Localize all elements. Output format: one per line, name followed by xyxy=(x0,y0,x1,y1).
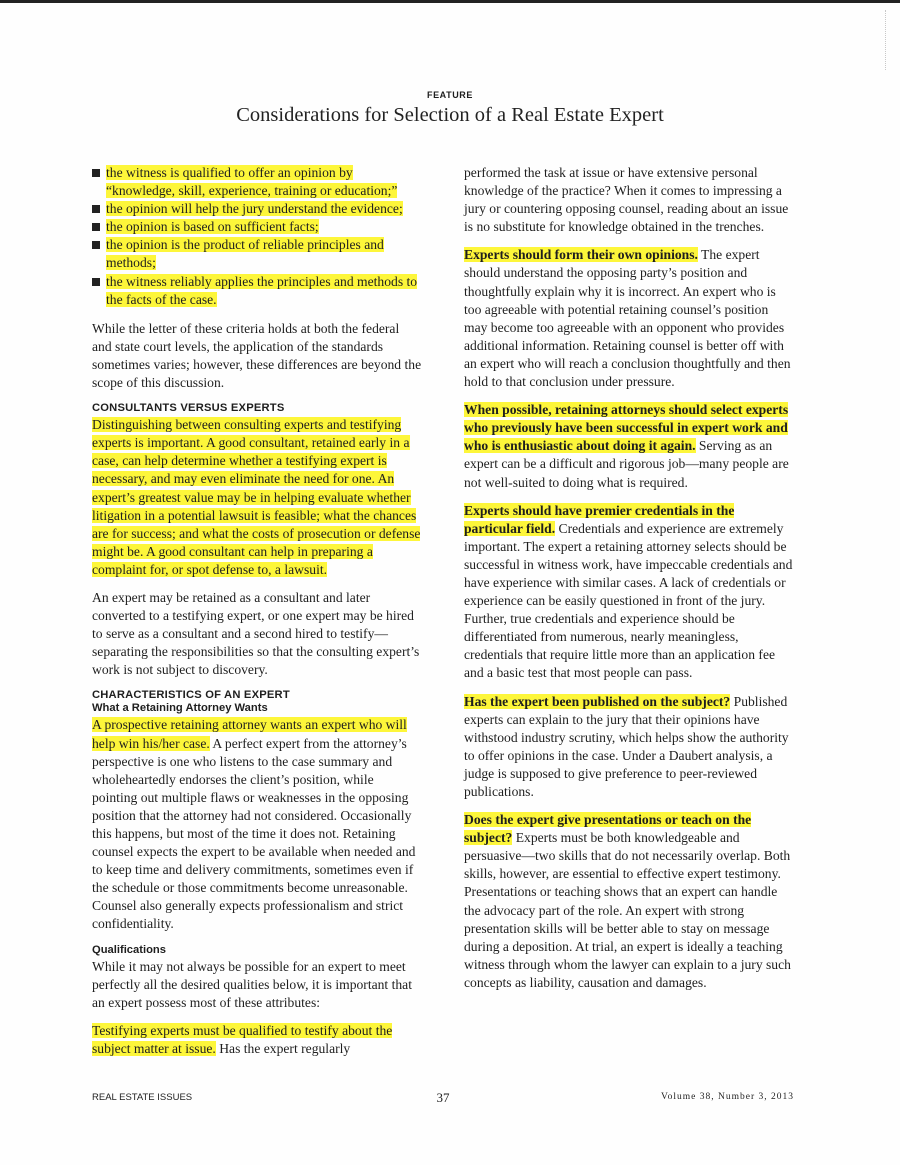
paragraph-consultants xyxy=(92,416,422,579)
highlighted-lead: Has the expert been published on the subject? xyxy=(464,693,731,709)
paragraph-text: Published experts can explain to the jury that their opinions have withstood industry scrutiny, which helps show the authority to offer opinions in the case. Under a Daubert analysis, a judge is supposed to give preference to peer-reviewed publications. xyxy=(464,693,789,799)
highlighted-text: the opinion is based on sufficient facts; xyxy=(106,219,319,235)
footer-volume: Volume 38, Number 3, 2013 xyxy=(660,1092,794,1102)
footer-publication: REAL ESTATE ISSUES xyxy=(92,1092,193,1103)
paragraph-text: Experts must be both knowledgeable and persuasive—two skills that do not necessarily overlap. Both skills, however, are essential to effective expert testimony. Presentations or teaching shows that an expert can handle the advocacy part of the role. An expert with strong presentation skills will be better able to stay on message during a deposition. At trial, an expert is ideally a teaching witness through whom the lawyer can explain to a jury such concepts as liability, causation and damages. xyxy=(464,830,791,990)
paragraph-qualifications: While it may not always be possible for an expert to meet perfectly all the desired qualities below, it is important that an expert possess most of these attributes: xyxy=(92,958,412,1010)
scan-edge-marks xyxy=(885,10,894,70)
heading-characteristics: CHARACTERISTICS OF AN EXPERT xyxy=(92,689,290,702)
highlighted-text: the opinion is the product of reliable principles and methods; xyxy=(106,237,384,271)
paragraph-text: Credentials and experience are extremely important. The expert a retaining attorney selects should be successful in witness work, have impeccable credentials and have experience with similar cases. A lack of credentials or experience can be easily questioned in front of the jury. Further, true credentials and experience should be differentiated from numerous, nearly meaningless, credentials that require little more than an application fee and a basic test that most people can pass. xyxy=(464,520,793,681)
paragraph-own-opinions xyxy=(464,246,794,391)
subheading-qualifications: Qualifications xyxy=(92,943,166,956)
highlighted-lead: Experts should form their own opinions. xyxy=(464,247,698,263)
page-number: 37 xyxy=(436,1090,450,1105)
criteria-list xyxy=(92,164,422,309)
highlighted-text: Testifying experts must be qualified to testify about the subject matter at issue. xyxy=(92,1022,393,1056)
paragraph-text: Serving as an expert can be a difficult and rigorous job—many people are not well-suited to doing what is required. xyxy=(464,438,789,490)
paragraph-retained: An expert may be retained as a consultant and later converted to a testifying expert, or one expert may be hired to serve as a consultant and a second hired to testify—separating the responsibilities so that the consulting expert’s work is not subject to discovery. xyxy=(92,589,420,678)
left-column xyxy=(92,164,422,1068)
paragraph-testify xyxy=(92,1022,422,1058)
paragraph-credentials xyxy=(464,502,794,683)
highlighted-text: Distinguishing between consulting experts and testifying experts is important. A good consultant, retained early in a case, can help determine whether a testifying expert is necessary, and may even eliminate the need for one. An expert’s greatest value may be in helping evaluate whether litigation in a potential lawsuit is feasible; what the chances are for success; and what the costs of prosecution or defense might be. A good consultant can help in preparing a complaint for, or spot defense to, a lawsuit. xyxy=(92,417,421,577)
highlighted-text: the witness is qualified to offer an opinion by “knowledge, skill, experience, training or education;” xyxy=(106,165,398,199)
paragraph-text: A perfect expert from the attorney’s perspective is one who listens to the case summary and wholeheartedly endorses the client’s position, while pointing out multiple flaws or weaknesses in the opposing position that the attorney had not considered. Occasionally this happens, but most of the time it does not. Retaining counsel expects the expert to be available when needed and to keep time and delivery commitments, sometimes even if the schedule or those commitments become unreasonable. Counsel also generally expects professionalism and strict confidentiality. xyxy=(92,735,416,932)
highlighted-text: the opinion will help the jury understand the evidence; xyxy=(106,201,403,217)
highlighted-lead: Does the expert give presentations or teach on the subject? xyxy=(464,812,752,846)
section-kicker: FEATURE xyxy=(426,90,474,100)
list-item xyxy=(92,236,422,272)
page-title: Considerations for Selection of a Real Estate Expert xyxy=(236,104,664,126)
highlighted-text: A prospective retaining attorney wants an expert who will help win his/her case. xyxy=(92,717,407,751)
paragraph-criteria: While the letter of these criteria holds at both the federal and state court levels, the application of the standards sometimes varies; however, these differences are beyond the scope of this discussion. xyxy=(92,320,422,391)
paragraph-text: The expert should understand the opposing party’s position and thoughtfully explain why it is incorrect. An expert who is too agreeable with potential retaining counsel’s position may become too agreeable with an opponent who provides additional information. Retaining counsel is better off with an expert who will reach a conclusion thoughtfully and then hold to that conclusion under pressure. xyxy=(464,247,791,390)
highlighted-text: the witness reliably applies the principles and methods to the facts of the case. xyxy=(106,273,418,307)
list-item xyxy=(92,164,422,200)
paragraph-successful xyxy=(464,401,794,491)
highlighted-lead: Experts should have premier credentials in the particular field. xyxy=(464,502,735,536)
paragraph-continued: performed the task at issue or have extensive personal knowledge of the practice? When it comes to impressing a jury or countering opposing counsel, reading about an issue is no substitute for knowledge obtained in the trenches. xyxy=(464,165,789,235)
paragraph-teach xyxy=(464,811,794,992)
right-column xyxy=(464,164,794,1002)
paragraph-published xyxy=(464,693,794,802)
highlighted-lead: When possible, retaining attorneys should select experts who previously have been successful in expert work and who is enthusiastic about doing it again. xyxy=(464,402,789,454)
paragraph-attorney-wants xyxy=(92,716,422,933)
list-item xyxy=(92,200,422,218)
subheading-attorney-wants: What a Retaining Attorney Wants xyxy=(92,702,268,715)
scan-top-border xyxy=(0,0,900,3)
heading-consultants-vs-experts: CONSULTANTS VERSUS EXPERTS xyxy=(92,402,285,415)
paragraph-text: Has the expert regularly xyxy=(215,1040,351,1056)
list-item xyxy=(92,218,422,236)
list-item xyxy=(92,273,422,309)
